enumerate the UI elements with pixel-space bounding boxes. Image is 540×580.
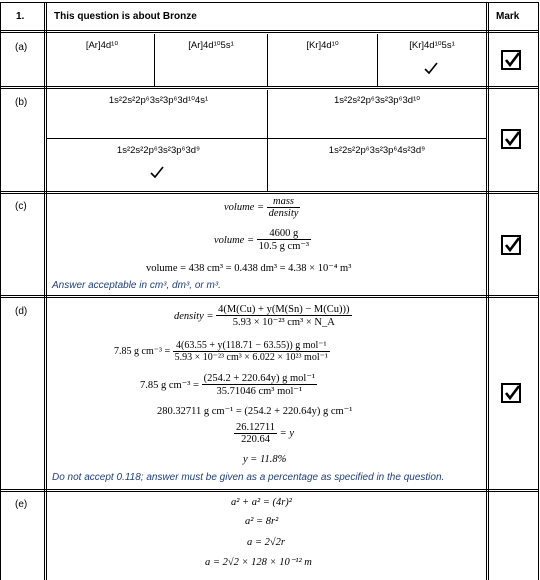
lattice-eq-3: a = 2√2r xyxy=(247,537,285,548)
y-fraction-numerator: 26.12711 xyxy=(236,422,275,433)
y-fraction-denominator: 220.64 xyxy=(234,433,277,445)
part-b-option-4: 1s²2s²2p⁶3s²3p⁶4s²3d⁹ xyxy=(328,145,426,156)
checkmark-icon xyxy=(150,166,164,184)
density-formula-numerator: 4(M(Cu) + y(M(Sn) − M(Cu))) xyxy=(218,304,350,315)
part-d-marking-note: Do not accept 0.118; answer must be given as a percentage as specified in the question. xyxy=(52,472,445,483)
question-number: 1. xyxy=(16,11,25,22)
part-a-label: (a) xyxy=(15,42,28,53)
lattice-eq-2: a² = 8r² xyxy=(245,516,279,527)
density-substitution-numerator: 4(63.55 + y(118.71 − 63.55)) g mol⁻¹ xyxy=(175,340,327,351)
checked-box-icon xyxy=(501,129,521,149)
part-b-label: (b) xyxy=(15,97,28,108)
part-e-label: (e) xyxy=(15,499,28,510)
density-substitution xyxy=(114,340,330,363)
y-fraction-rhs: = y xyxy=(279,428,294,439)
density-formula-denominator: 5.93 × 10⁻²³ cm³ × N_A xyxy=(216,315,351,328)
mark-column-header: Mark xyxy=(496,11,520,22)
y-fraction xyxy=(234,422,294,445)
density-simplified-denominator: 35.71046 cm³ mol⁻¹ xyxy=(202,384,317,397)
part-b-option-1: 1s²2s²2p⁶3s²3p⁶3d¹⁰4s¹ xyxy=(108,95,209,106)
checked-box-icon xyxy=(501,50,521,70)
volume-formula-lhs: volume = xyxy=(224,202,265,213)
volume-substitution-numerator: 4600 g xyxy=(269,228,299,239)
volume-substitution xyxy=(214,228,311,252)
part-c-label: (c) xyxy=(15,201,27,212)
density-simplified xyxy=(140,372,317,397)
checkmark-icon xyxy=(424,62,438,80)
part-a-option-3: [Kr]4d¹⁰ xyxy=(306,40,339,51)
part-a-option-1: [Ar]4d¹⁰ xyxy=(85,40,119,51)
part-b-option-2: 1s²2s²2p⁶3s²3p⁶3d¹⁰ xyxy=(333,95,421,106)
y-result: y = 11.8% xyxy=(243,454,287,465)
volume-formula xyxy=(224,196,300,219)
density-simplified-numerator: (254.2 + 220.64y) g mol⁻¹ xyxy=(203,373,316,384)
part-c-marking-note: Answer acceptable in cm³, dm³, or m³. xyxy=(52,280,221,291)
density-simplified-lhs: 7.85 g cm⁻³ = xyxy=(140,379,199,391)
question-title: This question is about Bronze xyxy=(54,11,197,22)
part-d-label: (d) xyxy=(15,306,28,317)
part-b-option-3: 1s²2s²2p⁶3s²3p⁶3d⁹ xyxy=(116,145,201,156)
checked-box-icon xyxy=(501,383,521,403)
density-formula-lhs: density = xyxy=(174,310,214,322)
lattice-eq-1: a² + a² = (4r)² xyxy=(231,497,292,508)
volume-substitution-lhs: volume = xyxy=(214,234,255,246)
density-rearranged: 280.32711 g cm⁻¹ = (254.2 + 220.64y) g cm⁻¹ xyxy=(157,406,353,417)
part-a-option-2: [Ar]4d¹⁰5s¹ xyxy=(188,40,234,51)
volume-result: volume = 438 cm³ = 0.438 dm³ = 4.38 × 10⁻⁴ m³ xyxy=(146,263,352,274)
volume-formula-numerator: mass xyxy=(273,196,295,207)
density-formula xyxy=(174,304,352,328)
density-substitution-lhs: 7.85 g cm⁻³ = xyxy=(114,346,171,357)
volume-substitution-denominator: 10.5 g cm⁻³ xyxy=(258,241,310,252)
volume-formula-denominator: density xyxy=(268,208,299,219)
checked-box-icon xyxy=(501,235,521,255)
part-a-option-4: [Kr]4d¹⁰5s¹ xyxy=(409,40,455,51)
lattice-eq-4: a = 2√2 × 128 × 10⁻¹² m xyxy=(205,557,312,568)
density-substitution-denominator: 5.93 × 10⁻²³ cm³ × 6.022 × 10²³ mol⁻¹ xyxy=(174,352,328,363)
